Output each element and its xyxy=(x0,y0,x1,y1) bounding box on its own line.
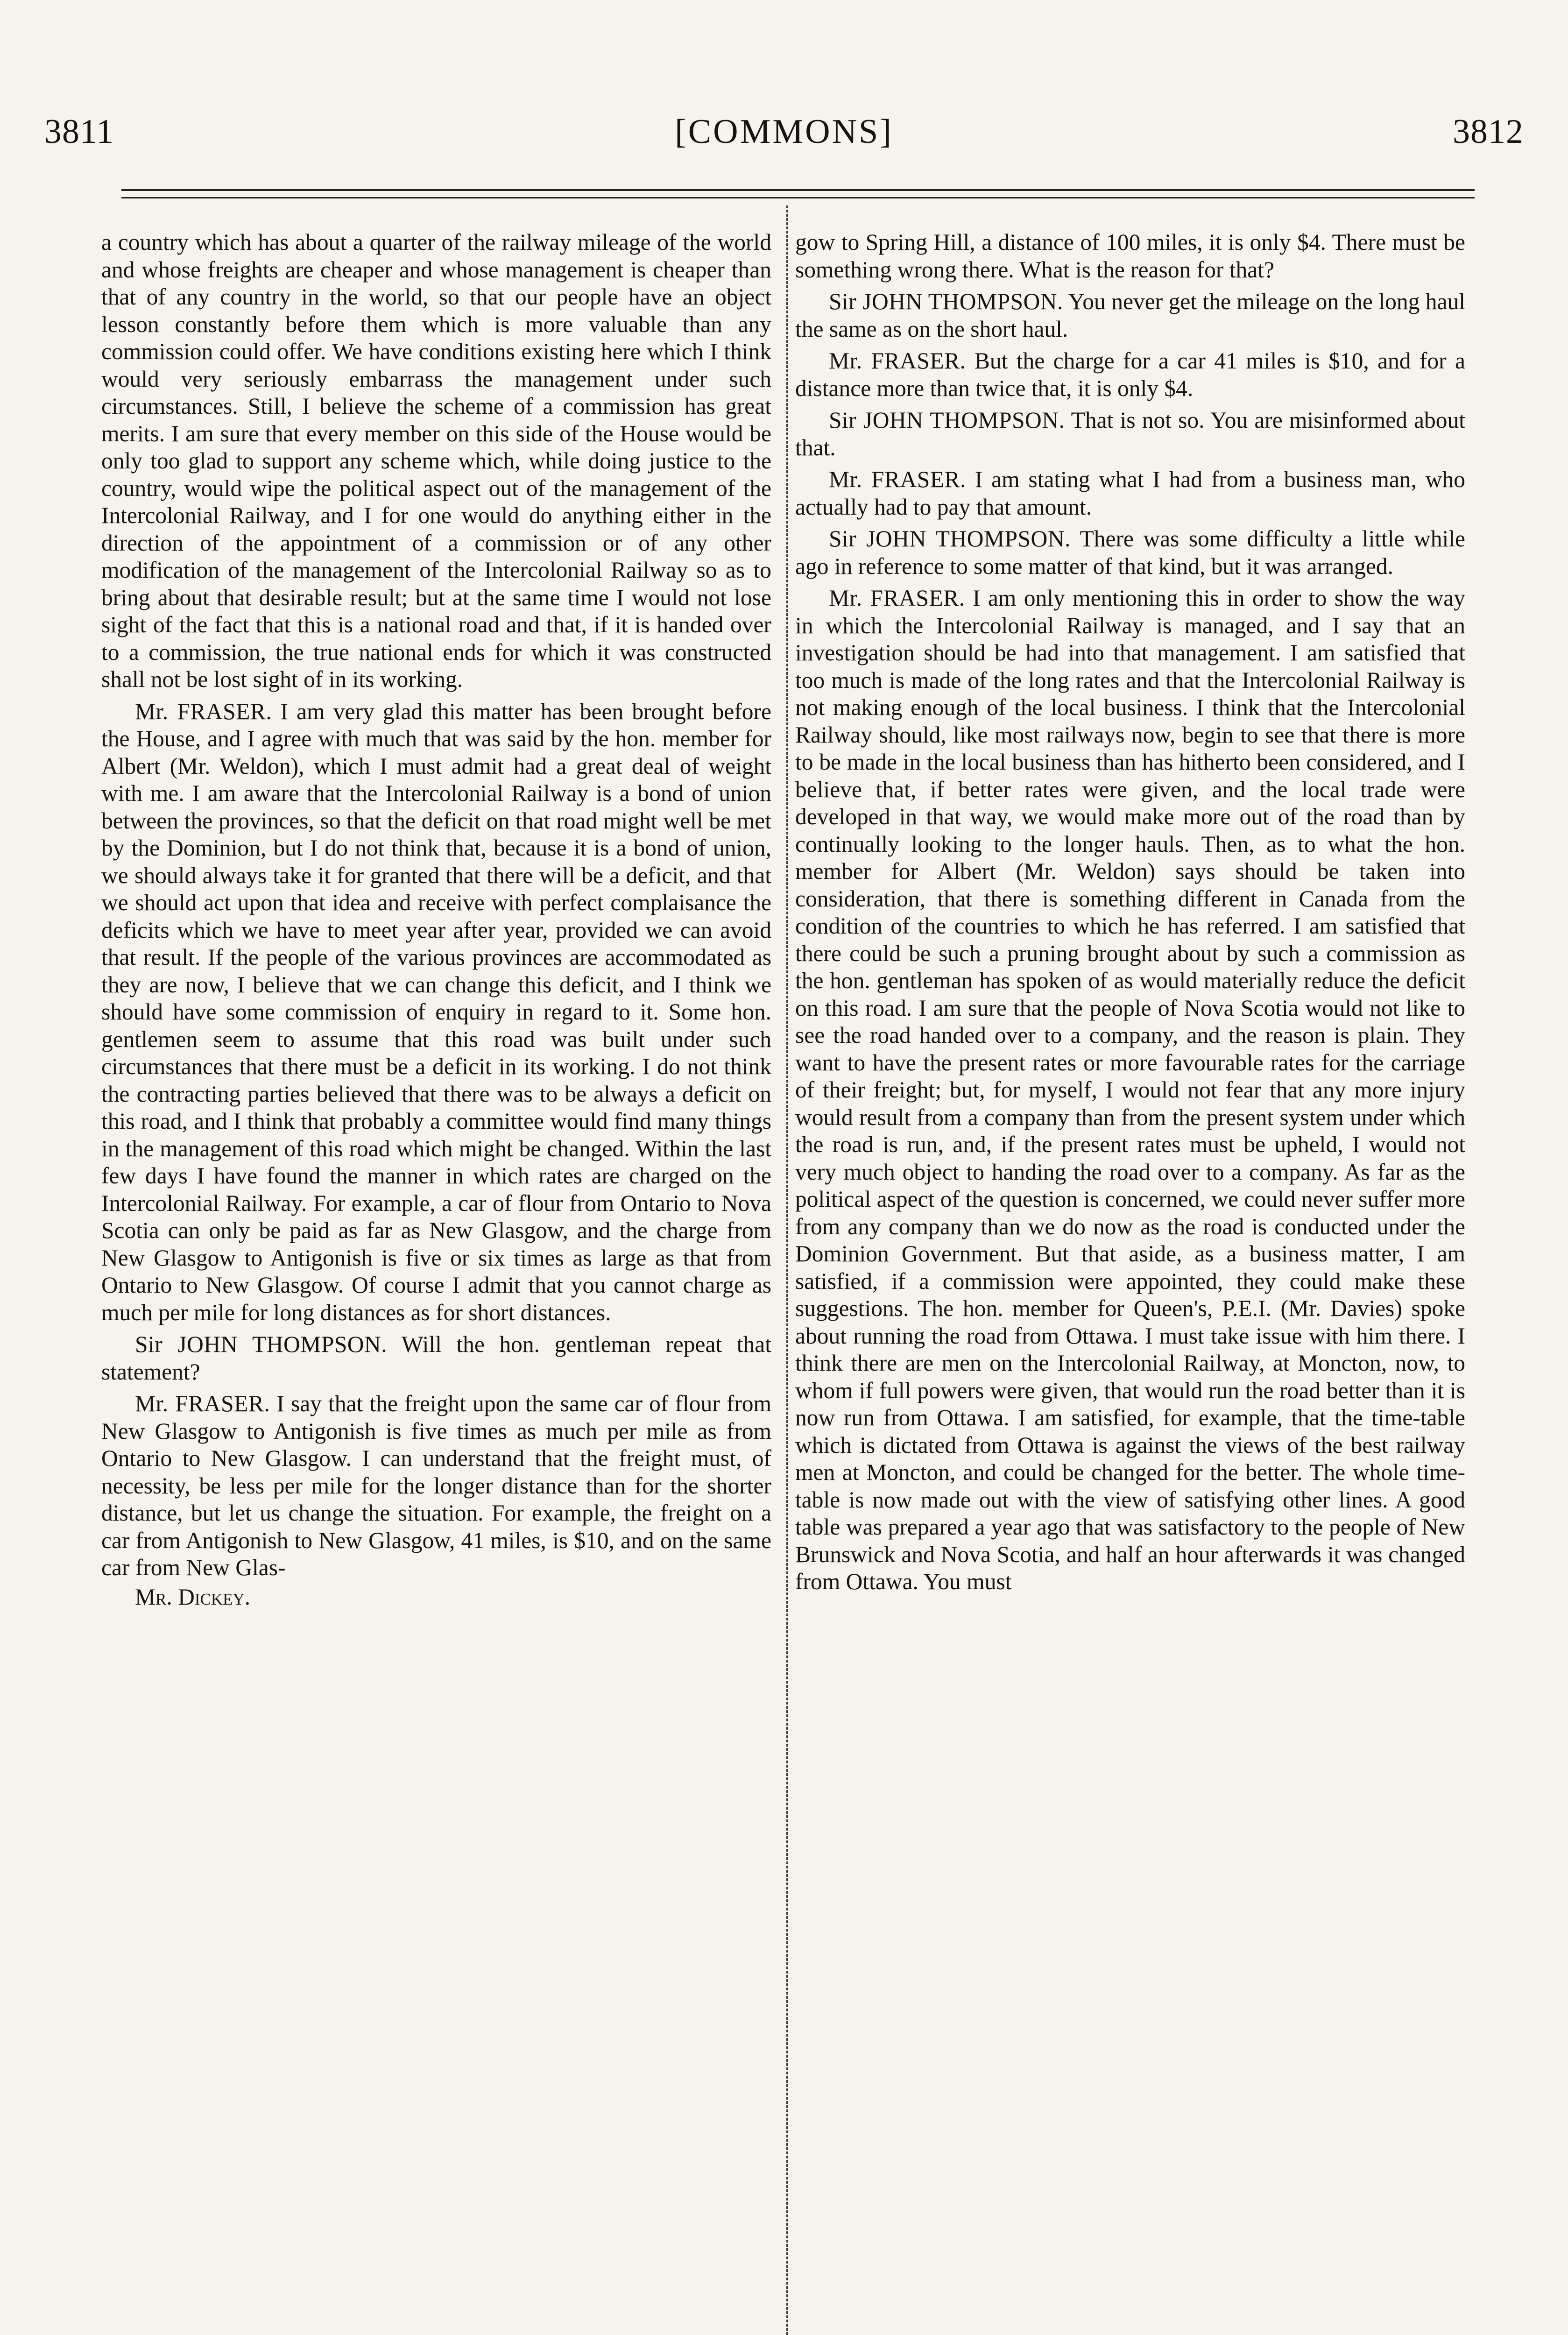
footer-speaker-reference: Mr. Dickey. xyxy=(135,1584,251,1610)
right-paragraph-1 xyxy=(795,288,1465,343)
page-number-left: 3811 xyxy=(44,113,114,151)
speaker-name: Sir JOHN THOMPSON. xyxy=(135,1331,388,1357)
speaker-name: Sir JOHN THOMPSON. xyxy=(829,526,1071,552)
speaker-name: Sir JOHN THOMPSON. xyxy=(829,289,1063,314)
right-paragraph-6 xyxy=(795,585,1465,1596)
header-rule-bottom xyxy=(121,197,1475,198)
right-paragraph-3 xyxy=(795,407,1465,461)
left-paragraph-2 xyxy=(101,698,771,1327)
speaker-name: Mr. FRASER. xyxy=(135,1391,270,1416)
right-paragraph-4 xyxy=(795,466,1465,521)
speaker-name: Mr. FRASER. xyxy=(829,467,966,492)
right-paragraph-0: gow to Spring Hill, a distance of 100 miles, it is only $4. There must be something wrong there. What is the reason for that? xyxy=(795,229,1465,283)
speaker-name: Mr. FRASER. xyxy=(829,585,965,611)
running-head: [COMMONS] xyxy=(675,113,893,151)
left-column xyxy=(101,229,771,1611)
right-column xyxy=(795,229,1465,1596)
speech-text: I am very glad this matter has been brought before the House, and I agree with much that was said by the hon. member for Albert (Mr. Weldon), which I must admit had a great deal of weight with me. I am aware that the Intercolonial Railway is a bond of union between the provinces, so that the deficit on that road might well be met by the Dominion, but I do not think that, because it is a bond of union, we should always take it for granted that there will be a deficit, and that we should act upon that idea and receive with perfect complaisance the deficits which we have to meet year after year, provided we can avoid that result. If the people of the various provinces are accommodated as they are now, I believe that we can change this deficit, and I think we should have some commission of enquiry in regard to it. Some hon. gentlemen seem to assume that this road was built under such circumstances that there must be a deficit in its working. I do not think the contracting parties believed that there was to be always a deficit on this road, and I think that probably a committee would find many things in the management of this road which might be changed. Within the last few days I have found the manner in which rates are charged on the Intercolonial Railway. For example, a car of flour from Ontario to Nova Scotia can only be paid as far as New Glasgow, and the charge from New Glasgow to Antigonish is five or six times as large as that from Ontario to New Glasgow. Of course I admit that you cannot charge as much per mile for long distances as for short distances. xyxy=(101,698,772,1325)
speech-text: I am only mentioning this in order to show the way in which the Intercolonial Railway is managed, and I say that an investigation should be had into that management. I am satisfied that too much is made of the long rates and that the Intercolonial Railway is not making enough of the local business. I think that the Intercolonial Railway should, like most railways now, begin to see that there is more to be made in the local business than has hitherto been considered, and I believe that, if better rates were given, and the local trade were developed in that way, we would make more out of the road than by continually looking to the longer hauls. Then, as to what the hon. member for Albert (Mr. Weldon) says should be taken into consideration, that there is something different in Canada from the condition of the countries to which he has referred. I am satisfied that there could be such a pruning brought about by such a commission as the hon. gentleman has spoken of as would materially reduce the deficit on this road. I am sure that the people of Nova Scotia would not like to see the road handed over to a company, and the reason is plain. They want to have the present rates or more favourable rates for the carriage of their freight; but, for myself, I would not fear that any more injury would result from a company than from the present system under which the road is run, and, if the present rates must be upheld, I would not very much object to handing the road over to a company. As far as the political aspect of the question is concerned, we could never suffer more from any company than we do now as the road is conducted under the Dominion Government. But that aside, as a business matter, I am satisfied, if a commission were appointed, they could make these suggestions. The hon. member for Queen's, P.E.I. (Mr. Davies) spoke about running the road from Ottawa. I must take issue with him there. I think there are men on the Intercolonial Railway, at Moncton, now, to whom if full powers were given, that would run the road better than it is now run from Ottawa. I am satisfied, for example, that the time-table which is dictated from Ottawa is against the views of the best railway men at Moncton, and could be changed for the better. The whole time-table is now made out with the view of satisfying other lines. A good table was prepared a year ago that was satisfactory to the people of New Brunswick and Nova Scotia, and half an hour afterwards it was changed from Ottawa. You must xyxy=(795,585,1465,1594)
speech-text: Will the hon. gentleman repeat that statement? xyxy=(101,1331,772,1385)
speech-text: I am stating what I had from a business man, who actually had to pay that amount. xyxy=(795,467,1466,520)
speech-text: But the charge for a car 41 miles is $10, and for a distance more than twice that, it is only $4. xyxy=(795,348,1465,401)
left-paragraph-1: a country which has about a quarter of the railway mileage of the world and whose freights are cheaper and whose management is cheaper than that of any country in the world, so that our people have an object lesson constantly before them which is more valuable than any commission could offer. We have conditions existing here which I think would very seriously embarrass the management under such circumstances. Still, I believe the scheme of a commission has great merits. I am sure that every member on this side of the House would be only too glad to support any scheme which, while doing justice to the country, would wipe the political aspect out of the management of the Intercolonial Railway, and I for one would do anything either in the direction of the appointment of a commission or of any other modification of the management of the Intercolonial Railway so as to bring about that desirable result; but at the same time I would not lose sight of the fact that this is a national road and that, if it is handed over to a commission, the true national ends for which it was constructed shall not be lost sight of in its working. xyxy=(101,229,771,692)
page-number-right: 3812 xyxy=(1453,113,1524,151)
header-rule-top xyxy=(121,189,1475,191)
speaker-name: Mr. FRASER. xyxy=(135,698,272,724)
right-paragraph-5 xyxy=(795,525,1465,580)
speaker-name: Sir JOHN THOMPSON. xyxy=(829,407,1065,433)
speech-text: There was some difficulty a little while ago in reference to some matter of that kind, but it was arranged. xyxy=(795,526,1465,579)
speech-text: That is not so. You are misinformed about that. xyxy=(795,407,1466,460)
speech-text: You never get the mileage on the long haul the same as on the short haul. xyxy=(795,289,1465,342)
speaker-name: Mr. FRASER. xyxy=(829,348,966,374)
left-paragraph-3 xyxy=(101,1331,771,1386)
right-paragraph-2 xyxy=(795,347,1465,402)
column-divider xyxy=(786,205,788,2335)
left-paragraph-4 xyxy=(101,1390,771,1582)
page-header xyxy=(44,112,1524,168)
speech-text: I say that the freight upon the same car of flour from New Glasgow to Antigonish is five times as much per mile as from Ontario to New Glasgow. I can understand that the freight must, of necessity, be less per mile for the longer distance than for the shorter distance, but let us change the situation. For example, the freight on a car from Antigonish to New Glasgow, 41 miles, is $10, and on the same car from New Glas- xyxy=(101,1391,772,1580)
